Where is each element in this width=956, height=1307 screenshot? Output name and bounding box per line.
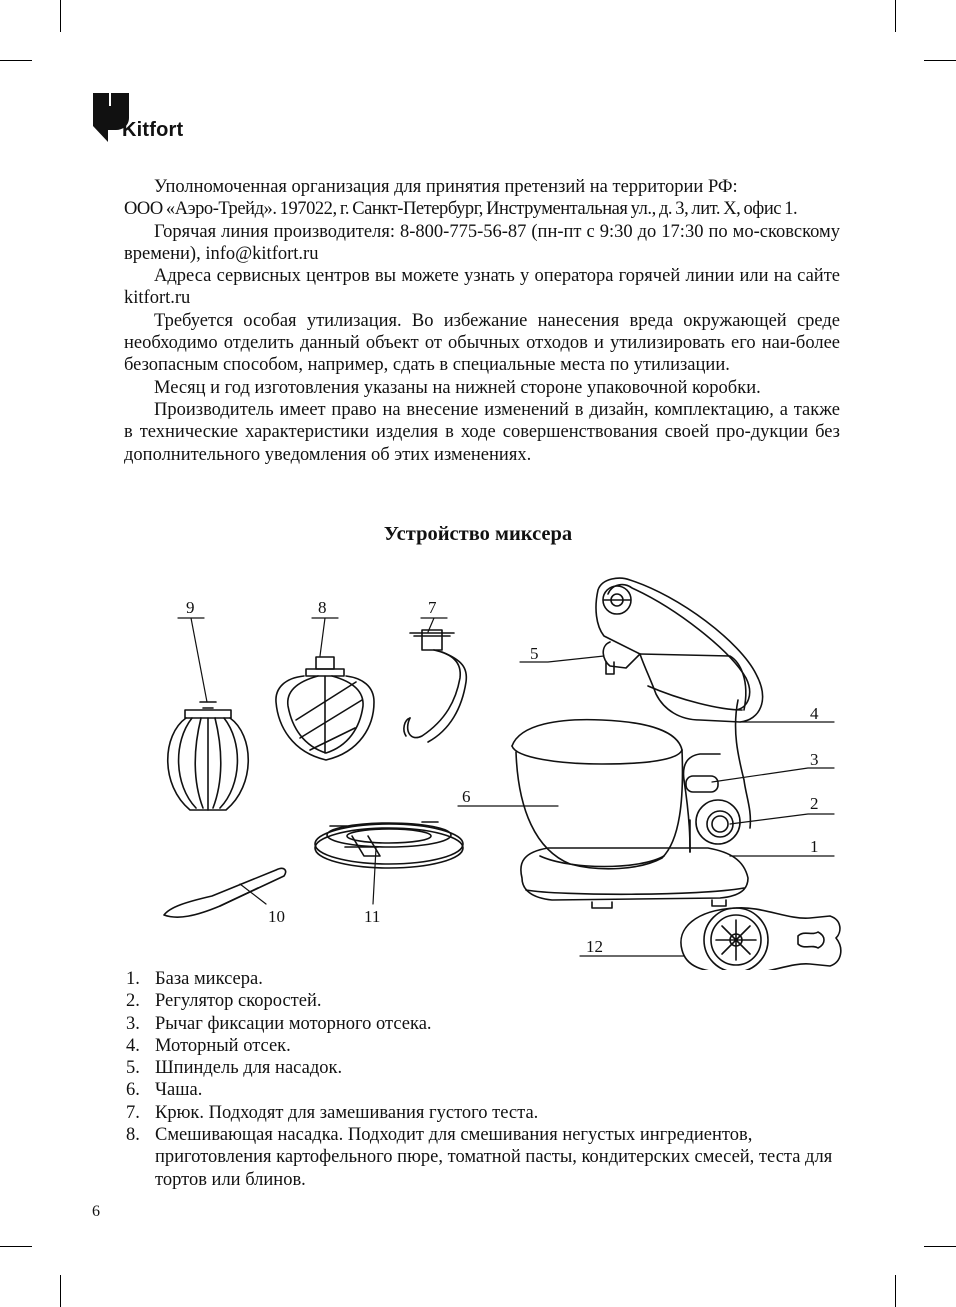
item-text: Регулятор скоростей.	[155, 991, 322, 1012]
callout-label: 2	[810, 794, 819, 813]
section-title: Устройство миксера	[383, 523, 573, 545]
dough-hook-illustration	[404, 630, 466, 742]
brand-logo	[92, 92, 212, 152]
list-item	[124, 1124, 840, 1191]
item-number: 8.	[126, 1125, 140, 1146]
item-number: 7.	[126, 1102, 140, 1123]
list-item	[124, 968, 840, 990]
callout-label: 12	[586, 937, 603, 956]
callout-label: 6	[462, 787, 471, 806]
paragraph: Производитель имеет право на внесение изменений в дизайн, комплектацию, а также в технические характеристики изделия в ходе совершенствования своей про-дукции без дополнительного уведомления об этих изменениях.	[124, 399, 840, 465]
stand-mixer-illustration	[512, 578, 763, 908]
whisk-illustration	[168, 702, 249, 810]
crop-mark	[924, 60, 956, 61]
item-text: Шпиндель для насадок.	[155, 1058, 343, 1079]
crop-mark	[924, 1246, 956, 1247]
callout-label: 4	[810, 704, 819, 723]
splash-guard-illustration	[315, 822, 463, 868]
paragraph: Горячая линия производителя: 8-800-775-56-87 (пн-пт с 9:30 до 17:30 по мо-сковскому времени), info@kitfort.ru	[124, 221, 840, 264]
item-number: 3.	[126, 1013, 140, 1034]
crop-mark	[60, 1275, 61, 1307]
list-item	[124, 1035, 840, 1057]
crop-mark	[0, 1246, 32, 1247]
item-number: 5.	[126, 1058, 140, 1079]
callout-label: 5	[530, 644, 539, 663]
paragraph: ООО «Аэро-Трейд». 197022, г. Санкт-Петербург, Инструментальная ул., д. 3, лит. Х, офис 1.	[124, 199, 798, 220]
callout-label: 11	[364, 907, 381, 926]
item-text: Рычаг фиксации моторного отсека.	[155, 1013, 432, 1034]
crop-mark	[0, 60, 32, 61]
callout-label: 7	[428, 598, 437, 617]
item-number: 6.	[126, 1080, 140, 1101]
callout-label: 8	[318, 598, 327, 617]
list-item	[124, 1102, 840, 1124]
item-number: 1.	[126, 969, 140, 989]
item-text: Крюк. Подходят для замешивания густого теста.	[155, 1102, 539, 1123]
list-item	[124, 1057, 840, 1079]
brand-name: Kitfort	[122, 119, 184, 141]
list-item	[124, 1079, 840, 1101]
callout-label: 3	[810, 750, 819, 769]
item-text: Чаша.	[155, 1080, 203, 1101]
paragraph: Адреса сервисных центров вы можете узнать у оператора горячей линии или на сайте kitfort.ru	[124, 266, 840, 309]
item-number: 4.	[126, 1035, 140, 1056]
callout-label: 9	[186, 598, 195, 617]
mixer-diagram	[0, 570, 956, 970]
crop-mark	[60, 0, 61, 32]
item-text: Смешивающая насадка. Подходит для смешивания негустых ингредиентов, приготовления картофельного пюре, томатной пасты, кондитерских смесей, теста для тортов или блинов.	[155, 1125, 833, 1190]
crop-mark	[895, 1275, 896, 1307]
list-item	[124, 1013, 840, 1035]
paragraph: Требуется особая утилизация. Во избежание нанесения вреда окружающей среде необходимо отделить данный объект от обычных отходов и утилизировать его наи-более безопасным способом, например, сдать в специальные места по утилизации.	[124, 310, 840, 376]
flat-beater-illustration	[276, 657, 374, 760]
crop-mark	[895, 0, 896, 32]
item-number: 2.	[126, 991, 140, 1012]
paragraph: Уполномоченная организация для принятия претензий на территории РФ:	[154, 177, 738, 197]
list-item	[124, 990, 840, 1012]
callout-label: 10	[268, 907, 285, 926]
parts-list	[124, 968, 840, 1191]
item-text: База миксера.	[155, 969, 263, 989]
callout-label: 1	[810, 837, 819, 856]
paragraph: Месяц и год изготовления указаны на нижней стороне упаковочной коробки.	[154, 377, 761, 398]
page-number: 6	[92, 1203, 100, 1220]
item-text: Моторный отсек.	[155, 1035, 291, 1056]
egg-separator-illustration	[681, 908, 841, 970]
info-text	[124, 176, 840, 466]
